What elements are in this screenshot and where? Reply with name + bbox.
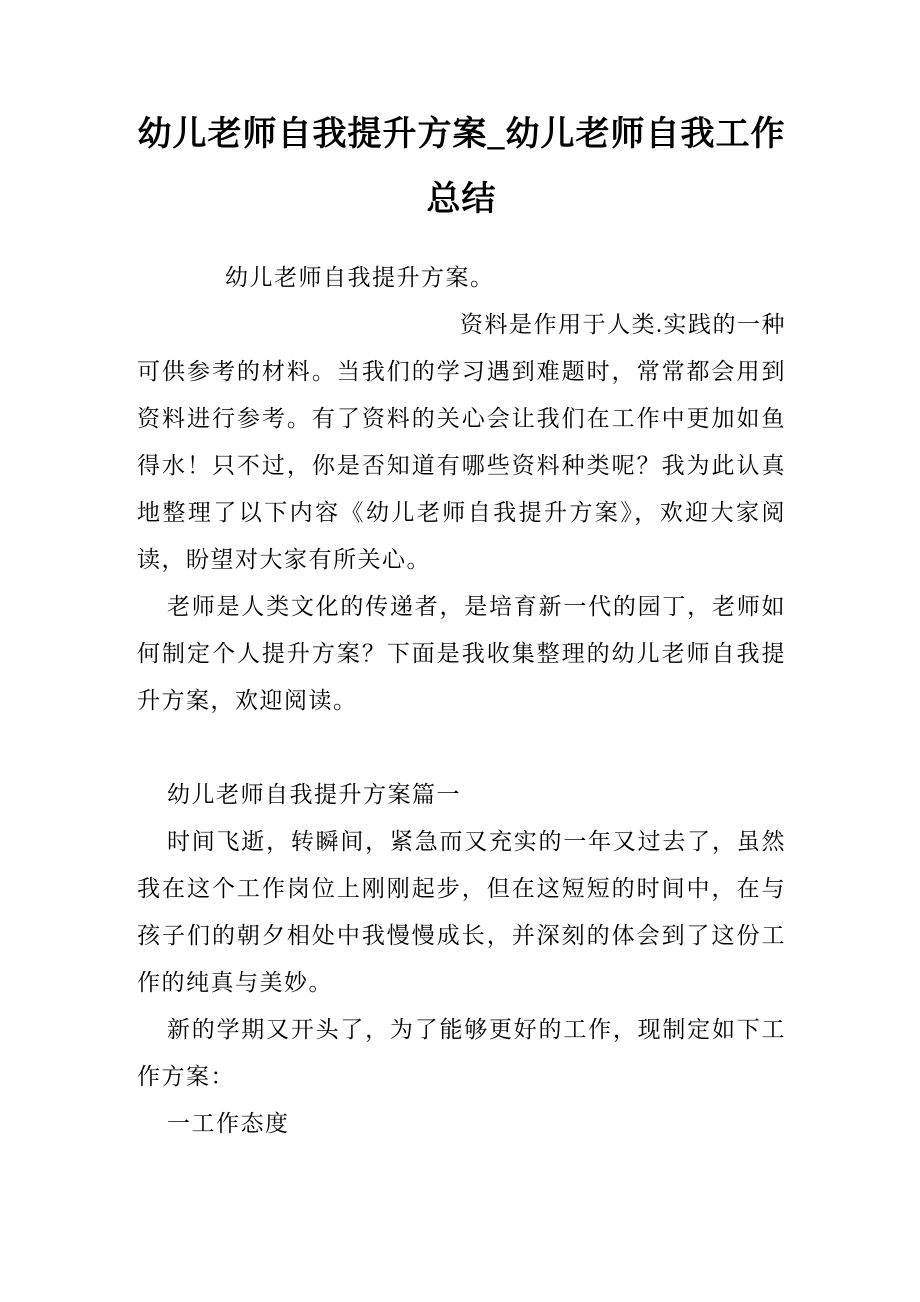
- blank-line: [137, 724, 786, 771]
- paragraph-materials: 资料是作用于人类.实践的一种可供参考的材料。当我们的学习遇到难题时，常常都会用到资料进行参考。有了资料的关心会让我们在工作中更加如鱼得水！只不过，你是否知道有哪些资料种类呢？我为此认真地整理了以下内容《幼儿老师自我提升方案》，欢迎大家阅读，盼望对大家有所关心。: [137, 312, 786, 572]
- paragraph-intro: 幼儿老师自我提升方案。: [225, 265, 495, 290]
- document-title: 幼儿老师自我提升方案_幼儿老师自我工作总结: [137, 116, 786, 218]
- paragraph-section-one-heading: 幼儿老师自我提升方案篇一: [167, 782, 461, 807]
- paragraph-time-flies: 时间飞逝，转瞬间，紧急而又充实的一年又过去了，虽然我在这个工作岗位上刚刚起步，但在这短短的时间中，在与孩子们的朝夕相处中我慢慢成长，并深刻的体会到了这份工作的纯真与美妙。: [137, 829, 786, 995]
- paragraph-new-semester: 新的学期又开头了，为了能够更好的工作，现制定如下工作方案：: [137, 1017, 786, 1089]
- paragraph-work-attitude: 一工作态度: [167, 1111, 290, 1136]
- paragraph-teacher-role: 老师是人类文化的传递者，是培育新一代的园丁，老师如何制定个人提升方案？下面是我收集整理的幼儿老师自我提升方案，欢迎阅读。: [137, 594, 786, 713]
